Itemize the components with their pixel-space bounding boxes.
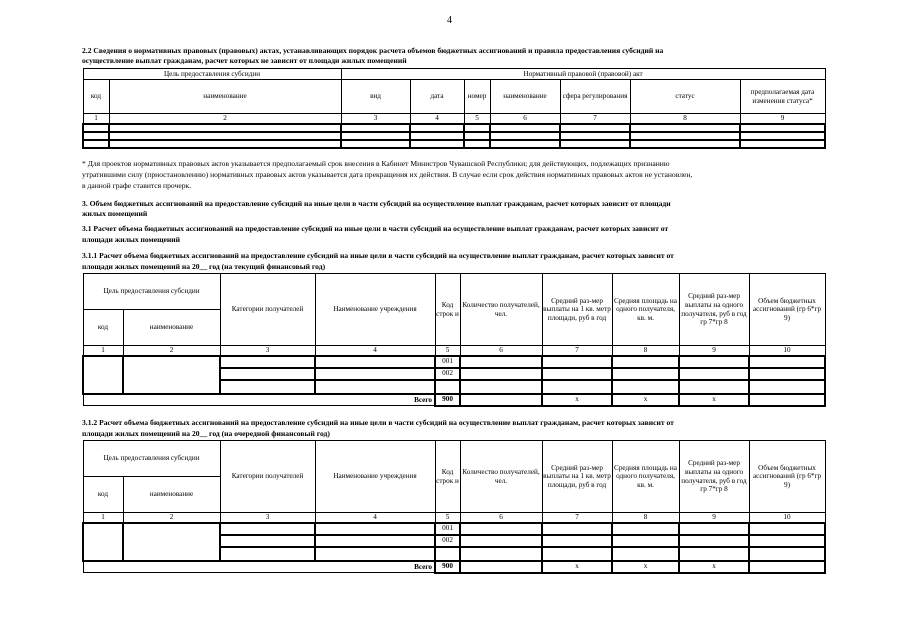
col-institution-header: Наименование учреждения [315,274,435,346]
x-mark: x [612,561,679,573]
col-num: 7 [542,513,612,523]
table-row [83,140,825,148]
col-num: 8 [612,513,679,523]
section-2-2-heading-line2: осуществление выплат гражданам, расчет которых не зависит от площади жилых помещений [82,56,407,65]
section-3-1-1-heading-line1: 3.1.1 Расчет объема бюджетных ассигнований на предоставление субсидий на иные цели в части субсидий на осуществление выплат гражданам, расчет которых зависит от [82,251,674,260]
x-mark: x [542,394,612,406]
col-code-header: код [83,310,123,346]
col-num: 9 [679,513,749,523]
col-line-code-header: Код строк и [435,441,460,513]
col-categories-header: Категории получателей [220,274,315,346]
col-volume-header: Объем бюджетных ассигнований (гр 6*гр 9) [749,274,825,346]
col-code-header: код [83,80,109,114]
x-mark: x [679,394,749,406]
footnote-line1: * Для проектов нормативных правовых актов указывается предполагаемый срок внесения в Кабинет Министров Чувашской Республики; для действующих, подлежащих признанию [82,159,670,168]
table-row [83,132,825,140]
footnote-line2: утратившими силу (приостановлению) нормативных правовых актов указывается дата прекращения их действия. В случае если срок действия нормативных правовых актов не установлен, [82,170,693,179]
x-mark: x [542,561,612,573]
col-num: 2 [109,114,341,124]
col-num: 10 [749,346,825,356]
col-number-header: номер [464,80,490,114]
total-row [83,394,825,406]
col-line-code-header: Код строк и [435,274,460,346]
col-avg-per-recipient-header: Средний раз-мер выплаты на одного получателя, руб в год гр 7*гр 8 [679,441,749,513]
group-purpose-header: Цель предоставления субсидии [83,69,341,80]
col-change-date-header: предполагаемая дата изменения статуса* [740,80,825,114]
col-num: 8 [612,346,679,356]
col-date-header: дата [410,80,464,114]
col-code-header: код [83,477,123,513]
section-2-2-heading-line1: 2.2 Сведения о нормативных правовых (правовых) актах, устанавливающих порядок расчета объемов бюджетных ассигнований и правила предоставления субсидий на [82,46,664,55]
col-name-header: наименование [109,80,341,114]
col-num: 2 [123,513,220,523]
table-row [83,124,825,132]
col-num: 3 [220,346,315,356]
col-num: 9 [679,346,749,356]
row-code: 001 [435,356,460,368]
col-avg-per-recipient-header: Средний раз-мер выплаты на одного получателя, руб в год гр 7*гр 8 [679,274,749,346]
calc-table-next-year [82,440,826,574]
col-num: 8 [630,114,740,124]
table-row [83,523,825,535]
col-num: 2 [123,346,220,356]
calc-table-current-year [82,273,826,407]
section-3-1-heading-line1: 3.1 Расчет объема бюджетных ассигнований на предоставление субсидий на иные цели в части субсидий на осуществление выплат гражданам, расчет которых зависит от [82,224,669,233]
total-label: Всего [83,394,435,406]
col-num: 5 [435,513,460,523]
col-categories-header: Категории получателей [220,441,315,513]
col-count-header: Количество получателей, чел. [460,441,542,513]
section-3-heading-line2: жилых помещений [82,209,148,218]
col-num: 5 [435,346,460,356]
col-num: 10 [749,513,825,523]
col-avg-area-header: Средняя площадь на одного получателя, кв. м. [612,441,679,513]
col-type-header: вид [341,80,410,114]
group-act-header: Нормативный правовой (правовой) акт [341,69,825,80]
x-mark: x [612,394,679,406]
group-purpose-header: Цель предоставления субсидии [83,441,220,477]
col-num: 4 [410,114,464,124]
row-code: 001 [435,523,460,535]
col-avg-payment-header: Средний раз-мер выплаты на 1 кв. метр площади, руб в год [542,274,612,346]
col-name-header: наименование [123,477,220,513]
col-count-header: Количество получателей, чел. [460,274,542,346]
page-number: 4 [447,15,452,26]
col-name-header: наименование [123,310,220,346]
col-institution-header: Наименование учреждения [315,441,435,513]
col-num: 4 [315,346,435,356]
col-sphere-header: сфера регулирования [560,80,630,114]
col-num: 7 [560,114,630,124]
col-num: 9 [740,114,825,124]
col-num: 3 [341,114,410,124]
col-num: 4 [315,513,435,523]
normative-acts-table [82,68,826,149]
section-3-1-1-heading-line2: площади жилых помещений на 20__ год (на текущий финансовый год) [82,262,326,271]
footnote-line3: в данной графе ставится прочерк. [82,181,192,190]
table-row [83,356,825,368]
col-num: 1 [83,114,109,124]
row-code: 002 [435,535,460,547]
col-volume-header: Объем бюджетных ассигнований (гр 6*гр 9) [749,441,825,513]
total-label: Всего [83,561,435,573]
row-code: 002 [435,368,460,380]
total-row [83,561,825,573]
col-num: 5 [464,114,490,124]
x-mark: x [679,561,749,573]
col-num: 1 [83,346,123,356]
col-avg-payment-header: Средний раз-мер выплаты на 1 кв. метр площади, руб в год [542,441,612,513]
section-3-1-2-heading-line1: 3.1.2 Расчет объема бюджетных ассигнований на предоставление субсидий на иные цели в части субсидий на осуществление выплат гражданам, расчет которых зависит от [82,418,674,427]
col-num: 3 [220,513,315,523]
section-3-1-heading-line2: площади жилых помещений [82,235,180,244]
section-3-heading-line1: 3. Объем бюджетных ассигнований на предоставление субсидий на иные цели в части субсидий на осуществление выплат гражданам, расчет которых зависит от площади [82,199,671,208]
group-purpose-header: Цель предоставления субсидии [83,274,220,310]
col-act-name-header: наименование [490,80,560,114]
total-code: 900 [435,561,460,573]
section-3-1-2-heading-line2: площади жилых помещений на 20__ год (на очередной финансовый год) [82,429,330,438]
col-num: 6 [490,114,560,124]
col-num: 6 [460,346,542,356]
total-code: 900 [435,394,460,406]
col-num: 7 [542,346,612,356]
col-avg-area-header: Средняя площадь на одного получателя, кв. м. [612,274,679,346]
col-status-header: статус [630,80,740,114]
col-num: 6 [460,513,542,523]
col-num: 1 [83,513,123,523]
